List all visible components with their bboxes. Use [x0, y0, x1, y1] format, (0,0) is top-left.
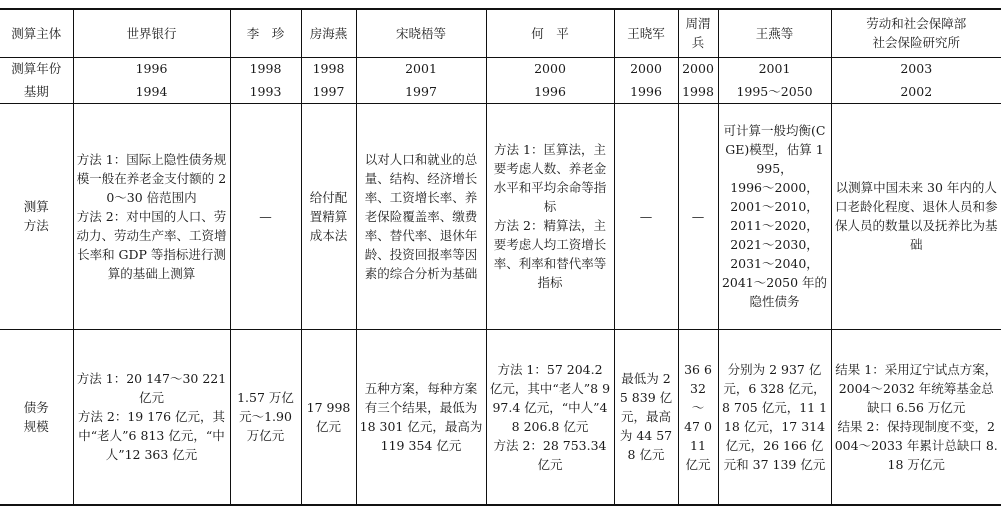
debt-scale-cell: 五种方案，每种方案有三个结果，最低为 18 301 亿元，最高为 119 354 亿元: [356, 329, 486, 505]
method-cell: —: [614, 103, 678, 329]
year-cell: 2001: [718, 57, 831, 80]
header-cell-song-xiaowu: 宋晓梧等: [356, 9, 486, 57]
method-row: [0, 103, 1001, 329]
debt-scale-cell: 结果 1：采用辽宁试点方案，2004～2032 年统筹基金总缺口 6.56 万亿元 结果 2：保持现制度不变，2004～2033 年累计总缺口 8.18 万亿元: [831, 329, 1001, 505]
year-cell: 1996: [73, 57, 230, 80]
debt-scale-cell: 方法 1：20 147～30 221 亿元 方法 2：19 176 亿元，其中“老人”6 813 亿元，“中人”12 363 亿元: [73, 329, 230, 505]
year-cell: 2001: [356, 57, 486, 80]
row-label-debt-scale: 债务 规模: [23, 399, 49, 434]
debt-scale-cell: 方法 1：57 204.2 亿元，其中“老人”8 997.4 亿元，“中人”48 206.8 亿元 方法 2：28 753.34 亿元: [486, 329, 614, 505]
base-period-cell: 1994: [73, 80, 230, 103]
debt-scale-cell: 1.57 万亿元～1.90 万亿元: [230, 329, 301, 505]
row-label-year: 测算年份: [11, 61, 62, 77]
header-cell-world-bank: 世界银行: [73, 9, 230, 57]
method-cell: —: [230, 103, 301, 329]
pension-debt-comparison-table: [0, 8, 1001, 506]
year-cell: 1998: [230, 57, 301, 80]
method-cell: 方法 1：匡算法，主要考虑人数、养老金水平和平均余命等指标 方法 2：精算法，主要考虑人均工资增长率、利率和替代率等指标: [486, 103, 614, 329]
method-cell: 可计算一般均衡(CGE)模型，估算 1995， 1996～2000， 2001～2010， 2011～2020， 2021～2030， 2031～2040， 2041～2050 年的隐性债务: [718, 103, 831, 329]
debt-scale-cell: 分别为 2 937 亿元，6 328 亿元，8 705 亿元，11 118 亿元，17 314 亿元，26 166 亿元和 37 139 亿元: [718, 329, 831, 505]
method-cell: 方法 1：国际上隐性债务规模一般在养老金支付额的 20～30 倍范围内 方法 2：对中国的人口、劳动力、劳动生产率、工资增长率和 GDP 等指标进行测算的基础上测算: [73, 103, 230, 329]
method-cell: 给付配置精算成本法: [301, 103, 356, 329]
row-label-method: 测算 方法: [23, 199, 49, 233]
debt-scale-cell: 最低为 25 839 亿元，最高为 44 578 亿元: [614, 329, 678, 505]
debt-scale-cell: 36 632 ～ 47 011 亿元: [678, 329, 718, 505]
base-period-cell: 2002: [831, 80, 1001, 103]
header-cell-subject: 测算主体: [11, 25, 62, 41]
row-label-base-period: 基期: [23, 83, 49, 99]
year-cell: 2000: [486, 57, 614, 80]
base-period-cell: 1993: [230, 80, 301, 103]
debt-scale-cell: 17 998 亿元: [301, 329, 356, 505]
method-cell: 以对人口和就业的总量、结构、经济增长率、工资增长率、养老保险覆盖率、缴费率、替代率、退休年龄、投资回报率等因素的综合分析为基础: [356, 103, 486, 329]
debt-scale-row: [0, 329, 1001, 505]
base-period-cell: 1998: [678, 80, 718, 103]
year-cell: 1998: [301, 57, 356, 80]
header-cell-fang-haiyan: 房海燕: [301, 9, 356, 57]
year-cell: 2003: [831, 57, 1001, 80]
year-row: [0, 57, 1001, 80]
header-row: [0, 9, 1001, 57]
base-period-cell: 1997: [356, 80, 486, 103]
header-cell-wang-xiaojun: 王晓军: [614, 9, 678, 57]
header-cell-he-ping: 何 平: [486, 9, 614, 57]
base-period-cell: 1995～2050: [718, 80, 831, 103]
header-cell-zhou-weibing: 周渭兵: [678, 9, 718, 57]
header-cell-mohrss-institute: 劳动和社会保障部 社会保险研究所: [831, 9, 1001, 57]
year-cell: 2000: [678, 57, 718, 80]
header-cell-wang-yan: 王燕等: [718, 9, 831, 57]
header-cell-li-zhen: 李 珍: [230, 9, 301, 57]
year-cell: 2000: [614, 57, 678, 80]
method-cell: —: [678, 103, 718, 329]
base-period-cell: 1996: [614, 80, 678, 103]
method-cell: 以测算中国未来 30 年内的人口老龄化程度、退休人员和参保人员的数量以及抚养比为基础: [831, 103, 1001, 329]
base-period-row: [0, 80, 1001, 103]
base-period-cell: 1996: [486, 80, 614, 103]
base-period-cell: 1997: [301, 80, 356, 103]
